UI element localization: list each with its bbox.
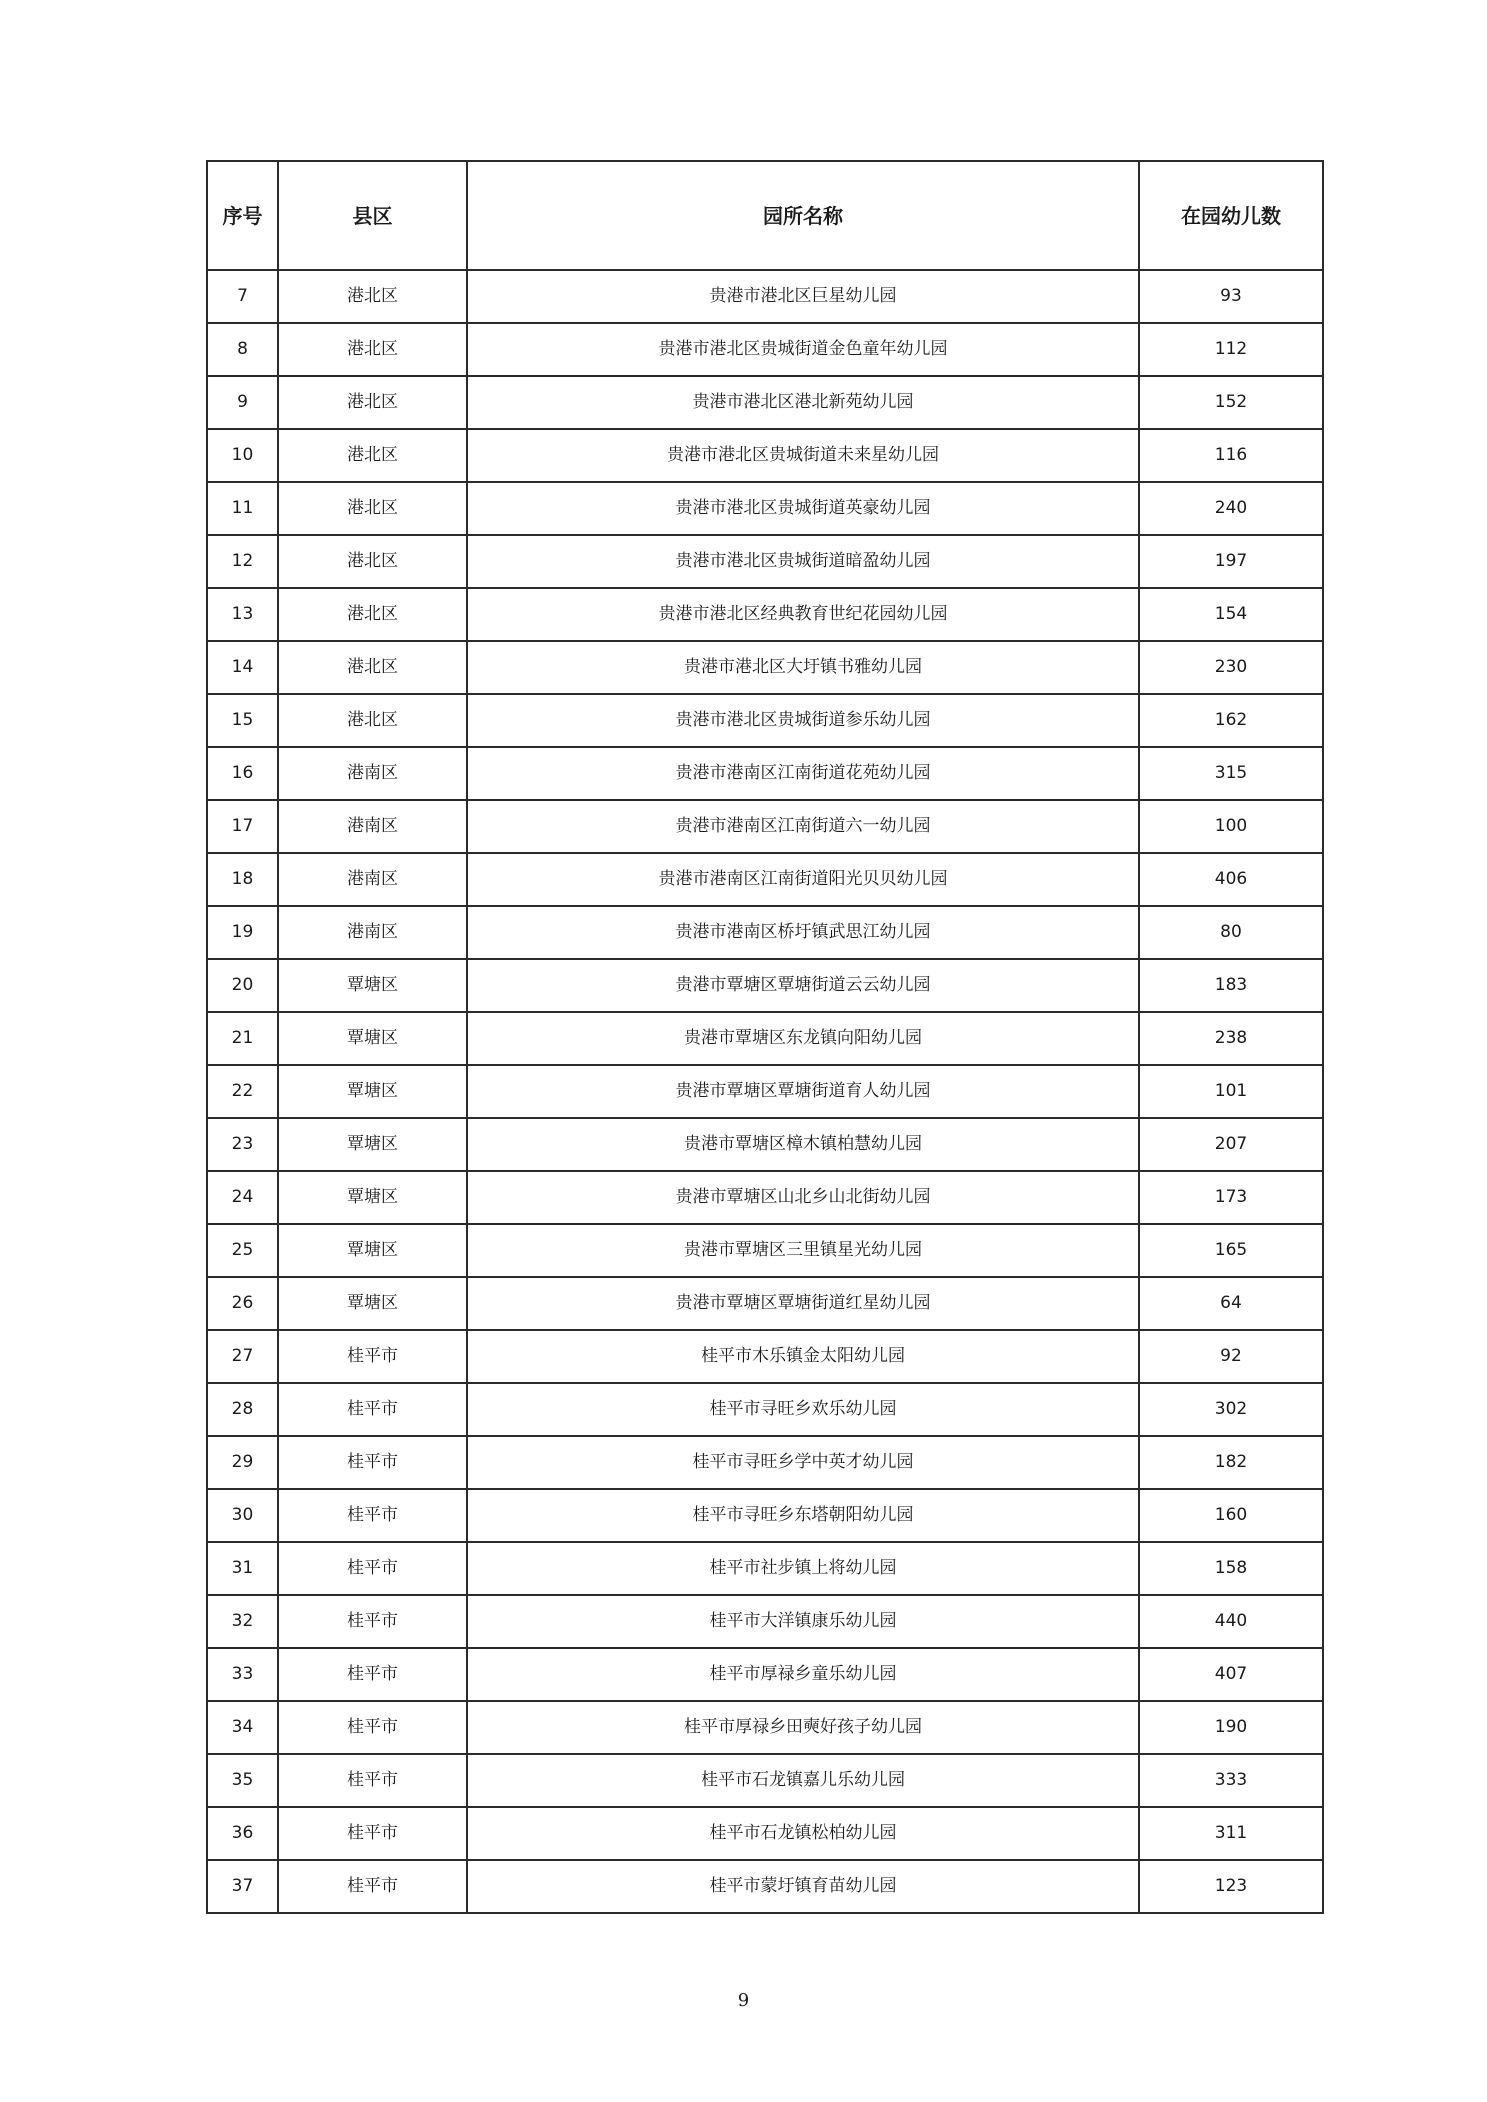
table-row [207,1383,1323,1436]
cell-enrolled-children: 406 [1139,853,1323,906]
cell-serial-number: 17 [207,800,278,853]
table-row [207,747,1323,800]
table-row [207,482,1323,535]
cell-kindergarten-name: 贵港市覃塘区覃塘街道云云幼儿园 [467,959,1139,1012]
cell-enrolled-children: 100 [1139,800,1323,853]
cell-kindergarten-name: 贵港市覃塘区覃塘街道红星幼儿园 [467,1277,1139,1330]
cell-enrolled-children: 93 [1139,270,1323,323]
table-header-row [207,161,1323,270]
table-row [207,1701,1323,1754]
header-county: 县区 [278,161,467,270]
table-row [207,1065,1323,1118]
cell-kindergarten-name: 贵港市港北区港北新苑幼儿园 [467,376,1139,429]
cell-serial-number: 24 [207,1171,278,1224]
cell-county: 港北区 [278,641,467,694]
cell-enrolled-children: 154 [1139,588,1323,641]
table-row [207,1595,1323,1648]
table-row [207,1277,1323,1330]
cell-county: 港南区 [278,800,467,853]
cell-enrolled-children: 92 [1139,1330,1323,1383]
cell-enrolled-children: 123 [1139,1860,1323,1913]
cell-serial-number: 19 [207,906,278,959]
page-number: 9 [737,1990,750,2011]
table-row [207,906,1323,959]
table-row [207,1860,1323,1913]
cell-enrolled-children: 197 [1139,535,1323,588]
table-row [207,535,1323,588]
cell-county: 桂平市 [278,1701,467,1754]
cell-serial-number: 37 [207,1860,278,1913]
cell-serial-number: 8 [207,323,278,376]
cell-enrolled-children: 112 [1139,323,1323,376]
cell-county: 港北区 [278,482,467,535]
cell-county: 覃塘区 [278,1224,467,1277]
cell-serial-number: 33 [207,1648,278,1701]
cell-kindergarten-name: 桂平市寻旺乡学中英才幼儿园 [467,1436,1139,1489]
cell-county: 港北区 [278,694,467,747]
cell-serial-number: 15 [207,694,278,747]
table-row [207,1012,1323,1065]
cell-enrolled-children: 311 [1139,1807,1323,1860]
table-body [207,270,1323,1913]
cell-county: 港北区 [278,376,467,429]
cell-enrolled-children: 165 [1139,1224,1323,1277]
cell-county: 覃塘区 [278,1277,467,1330]
cell-serial-number: 12 [207,535,278,588]
cell-kindergarten-name: 贵港市港北区巨星幼儿园 [467,270,1139,323]
header-enrolled-children: 在园幼儿数 [1139,161,1323,270]
cell-serial-number: 22 [207,1065,278,1118]
cell-kindergarten-name: 贵港市覃塘区山北乡山北街幼儿园 [467,1171,1139,1224]
cell-serial-number: 32 [207,1595,278,1648]
kindergarten-table-container [206,160,1322,1914]
header-kindergarten-name: 园所名称 [467,161,1139,270]
cell-enrolled-children: 230 [1139,641,1323,694]
cell-kindergarten-name: 贵港市港南区桥圩镇武思江幼儿园 [467,906,1139,959]
cell-county: 港南区 [278,853,467,906]
cell-serial-number: 34 [207,1701,278,1754]
cell-county: 桂平市 [278,1436,467,1489]
cell-kindergarten-name: 贵港市覃塘区东龙镇向阳幼儿园 [467,1012,1139,1065]
cell-enrolled-children: 440 [1139,1595,1323,1648]
cell-serial-number: 14 [207,641,278,694]
cell-county: 港南区 [278,906,467,959]
cell-serial-number: 18 [207,853,278,906]
cell-county: 桂平市 [278,1860,467,1913]
cell-enrolled-children: 158 [1139,1542,1323,1595]
cell-county: 桂平市 [278,1595,467,1648]
cell-enrolled-children: 162 [1139,694,1323,747]
cell-county: 桂平市 [278,1542,467,1595]
cell-kindergarten-name: 贵港市港北区贵城街道金色童年幼儿园 [467,323,1139,376]
cell-serial-number: 16 [207,747,278,800]
table-row [207,959,1323,1012]
cell-enrolled-children: 315 [1139,747,1323,800]
cell-enrolled-children: 183 [1139,959,1323,1012]
cell-county: 桂平市 [278,1383,467,1436]
cell-kindergarten-name: 贵港市港北区贵城街道英豪幼儿园 [467,482,1139,535]
cell-enrolled-children: 116 [1139,429,1323,482]
table-row [207,588,1323,641]
cell-enrolled-children: 333 [1139,1754,1323,1807]
cell-kindergarten-name: 桂平市社步镇上将幼儿园 [467,1542,1139,1595]
table-row [207,641,1323,694]
cell-county: 港北区 [278,429,467,482]
cell-enrolled-children: 240 [1139,482,1323,535]
cell-enrolled-children: 160 [1139,1489,1323,1542]
cell-serial-number: 29 [207,1436,278,1489]
cell-enrolled-children: 182 [1139,1436,1323,1489]
header-serial-number: 序号 [207,161,278,270]
table-row [207,1542,1323,1595]
cell-kindergarten-name: 贵港市港北区大圩镇书雅幼儿园 [467,641,1139,694]
cell-kindergarten-name: 桂平市石龙镇嘉儿乐幼儿园 [467,1754,1139,1807]
cell-serial-number: 28 [207,1383,278,1436]
cell-kindergarten-name: 桂平市石龙镇松柏幼儿园 [467,1807,1139,1860]
cell-county: 港北区 [278,535,467,588]
cell-kindergarten-name: 贵港市港北区贵城街道暗盈幼儿园 [467,535,1139,588]
table-row [207,1171,1323,1224]
cell-serial-number: 11 [207,482,278,535]
table-row [207,1118,1323,1171]
cell-county: 桂平市 [278,1754,467,1807]
cell-enrolled-children: 64 [1139,1277,1323,1330]
cell-enrolled-children: 152 [1139,376,1323,429]
cell-county: 覃塘区 [278,1012,467,1065]
cell-enrolled-children: 173 [1139,1171,1323,1224]
cell-serial-number: 21 [207,1012,278,1065]
cell-serial-number: 36 [207,1807,278,1860]
cell-kindergarten-name: 桂平市厚禄乡童乐幼儿园 [467,1648,1139,1701]
cell-county: 覃塘区 [278,1171,467,1224]
cell-enrolled-children: 207 [1139,1118,1323,1171]
cell-county: 桂平市 [278,1807,467,1860]
cell-enrolled-children: 190 [1139,1701,1323,1754]
cell-serial-number: 20 [207,959,278,1012]
table-row [207,376,1323,429]
cell-serial-number: 35 [207,1754,278,1807]
table-row [207,1330,1323,1383]
cell-serial-number: 27 [207,1330,278,1383]
cell-serial-number: 10 [207,429,278,482]
cell-county: 覃塘区 [278,959,467,1012]
cell-kindergarten-name: 桂平市大洋镇康乐幼儿园 [467,1595,1139,1648]
cell-serial-number: 31 [207,1542,278,1595]
cell-kindergarten-name: 贵港市港北区贵城街道参乐幼儿园 [467,694,1139,747]
cell-enrolled-children: 80 [1139,906,1323,959]
cell-serial-number: 13 [207,588,278,641]
cell-kindergarten-name: 桂平市寻旺乡东塔朝阳幼儿园 [467,1489,1139,1542]
table-row [207,800,1323,853]
table-row [207,1489,1323,1542]
cell-kindergarten-name: 桂平市蒙圩镇育苗幼儿园 [467,1860,1139,1913]
cell-enrolled-children: 407 [1139,1648,1323,1701]
cell-kindergarten-name: 桂平市厚禄乡田奭好孩子幼儿园 [467,1701,1139,1754]
cell-county: 桂平市 [278,1648,467,1701]
cell-county: 桂平市 [278,1330,467,1383]
cell-kindergarten-name: 贵港市港南区江南街道阳光贝贝幼儿园 [467,853,1139,906]
table-row [207,1807,1323,1860]
cell-county: 桂平市 [278,1489,467,1542]
cell-county: 覃塘区 [278,1118,467,1171]
cell-serial-number: 30 [207,1489,278,1542]
table-row [207,1754,1323,1807]
cell-county: 港北区 [278,323,467,376]
cell-county: 港北区 [278,270,467,323]
cell-enrolled-children: 238 [1139,1012,1323,1065]
table-row [207,429,1323,482]
cell-enrolled-children: 101 [1139,1065,1323,1118]
cell-county: 港南区 [278,747,467,800]
kindergarten-table [206,160,1324,1914]
cell-kindergarten-name: 桂平市木乐镇金太阳幼儿园 [467,1330,1139,1383]
cell-county: 覃塘区 [278,1065,467,1118]
table-row [207,1436,1323,1489]
cell-kindergarten-name: 贵港市港南区江南街道六一幼儿园 [467,800,1139,853]
cell-serial-number: 25 [207,1224,278,1277]
table-row [207,694,1323,747]
table-row [207,853,1323,906]
cell-enrolled-children: 302 [1139,1383,1323,1436]
table-row [207,270,1323,323]
cell-kindergarten-name: 贵港市港南区江南街道花苑幼儿园 [467,747,1139,800]
cell-kindergarten-name: 贵港市覃塘区覃塘街道育人幼儿园 [467,1065,1139,1118]
cell-kindergarten-name: 贵港市港北区贵城街道未来星幼儿园 [467,429,1139,482]
cell-county: 港北区 [278,588,467,641]
cell-kindergarten-name: 贵港市覃塘区樟木镇柏慧幼儿园 [467,1118,1139,1171]
cell-serial-number: 23 [207,1118,278,1171]
table-row [207,323,1323,376]
cell-kindergarten-name: 桂平市寻旺乡欢乐幼儿园 [467,1383,1139,1436]
cell-serial-number: 9 [207,376,278,429]
table-row [207,1648,1323,1701]
cell-kindergarten-name: 贵港市覃塘区三里镇星光幼儿园 [467,1224,1139,1277]
table-row [207,1224,1323,1277]
cell-serial-number: 26 [207,1277,278,1330]
cell-serial-number: 7 [207,270,278,323]
cell-kindergarten-name: 贵港市港北区经典教育世纪花园幼儿园 [467,588,1139,641]
